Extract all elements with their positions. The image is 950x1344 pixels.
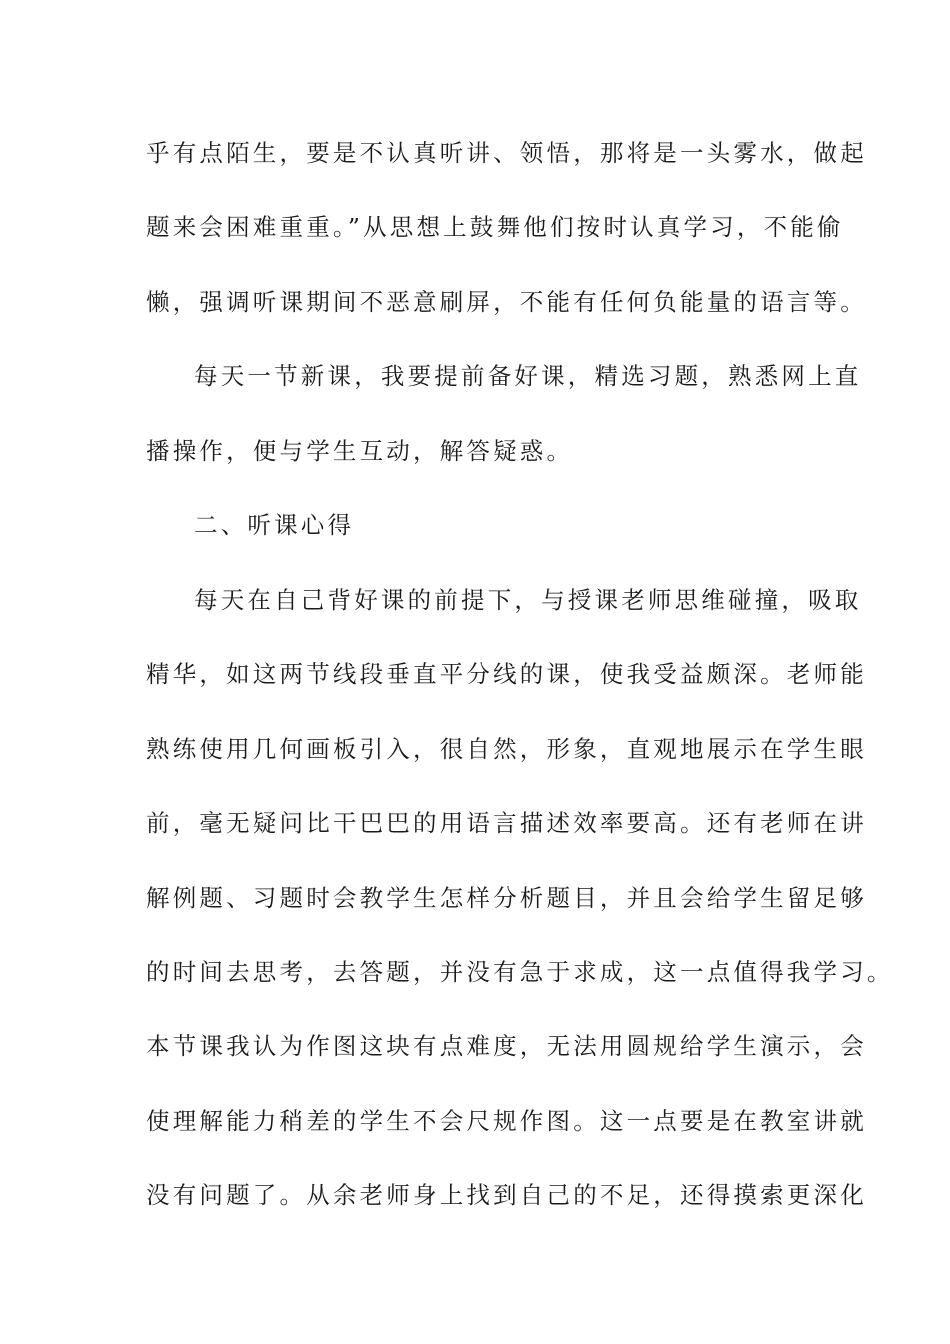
- text-line-9: 熟练使用几何画板引入，很自然，形象，直观地展示在学生眼: [146, 735, 867, 763]
- text-line-8: 精华，如这两节线段垂直平分线的课，使我受益颇深。老师能: [146, 660, 867, 688]
- text-line-11: 解例题、习题时会教学生怎样分析题目，并且会给学生留足够: [146, 884, 867, 912]
- text-line-14: 使理解能力稍差的学生不会尺规作图。这一点要是在教室讲就: [146, 1107, 867, 1135]
- text-line-10: 前，毫无疑问比干巴巴的用语言描述效率要高。还有老师在讲: [146, 809, 867, 837]
- text-line-2: 题来会困难重重。”从思想上鼓舞他们按时认真学习，不能偷: [146, 213, 844, 241]
- text-line-5: 播操作，便与学生互动，解答疑惑。: [146, 437, 574, 465]
- text-line-3: 懒，强调听课期间不恶意刷屏，不能有任何负能量的语言等。: [146, 288, 867, 316]
- text-line-4: 每天一节新课，我要提前备好课，精选习题，熟悉网上直: [194, 362, 862, 390]
- section-heading: 二、听课心得: [194, 511, 355, 539]
- text-line-13: 本节课我认为作图这块有点难度，无法用圆规给学生演示，会: [146, 1032, 867, 1060]
- text-line-1: 乎有点陌生，要是不认真听讲、领悟，那将是一头雾水，做起: [146, 139, 867, 167]
- text-line-15: 没有问题了。从余老师身上找到自己的不足，还得摸索更深化: [146, 1181, 867, 1209]
- text-line-12: 的时间去思考，去答题，并没有急于求成，这一点值得我学习。: [146, 958, 894, 986]
- text-line-7: 每天在自己背好课的前提下，与授课老师思维碰撞，吸取: [194, 586, 862, 614]
